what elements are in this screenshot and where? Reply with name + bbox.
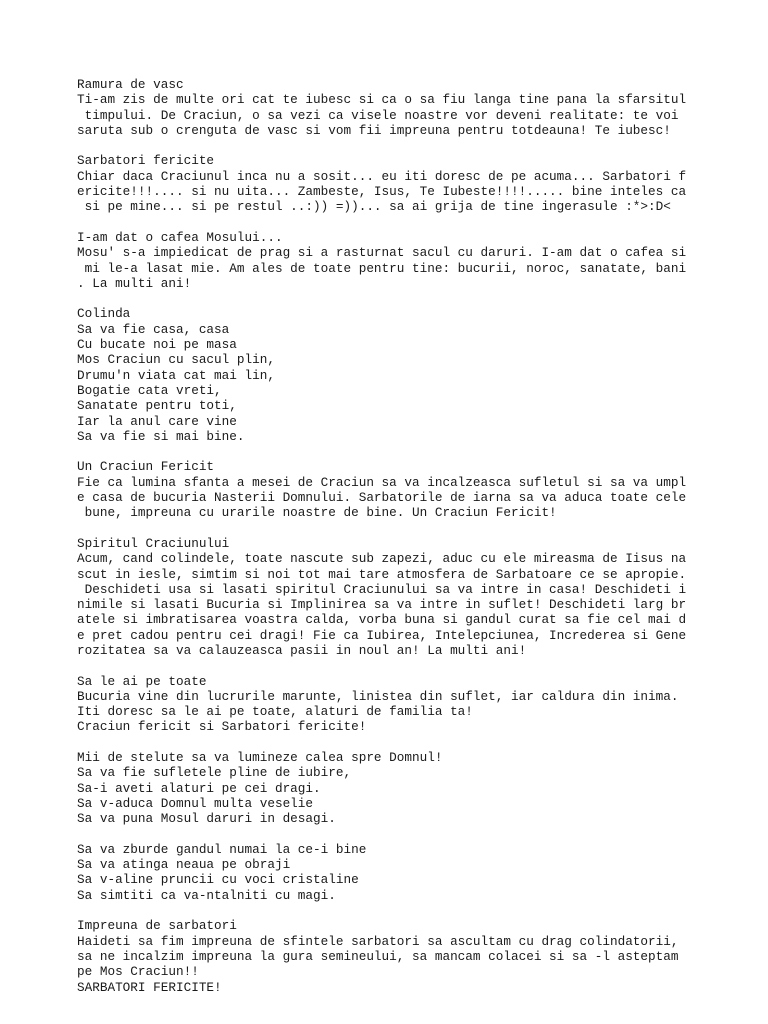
text-line: Ramura de vasc — [77, 77, 184, 92]
blank-line — [77, 827, 757, 842]
text-line: bune, impreuna cu urarile noastre de bine. Un Craciun Fericit! — [77, 505, 557, 521]
text-line: SARBATORI FERICITE! — [77, 979, 222, 995]
text-line: Sa v-aline pruncii cu voci cristaline — [77, 872, 359, 888]
text-line: Sa simtiti ca va-ntalniti cu magi. — [77, 887, 336, 903]
text-line: Iti doresc sa le ai pe toate, alaturi de familia ta! — [77, 704, 473, 720]
text-line: Drumu'n viata cat mai lin, — [77, 367, 275, 383]
text-line: scut in iesle, simtim si noi tot mai tare atmosfera de Sarbatoare ce se apropie. — [77, 566, 687, 582]
blank-line — [77, 658, 757, 673]
text-line: Deschideti usa si lasati spiritul Craciunului sa va intre in casa! Deschideti i — [77, 581, 687, 597]
text-line: timpului. De Craciun, o sa vezi ca visele noastre vor deveni realitate: te voi — [77, 107, 679, 123]
blank-line — [77, 291, 757, 306]
text-line: Sa le ai pe toate — [77, 673, 207, 689]
text-line: saruta sub o crenguta de vasc si vom fii impreuna pentru totdeauna! Te iubesc! — [77, 122, 671, 138]
blank-line — [77, 444, 757, 459]
text-line: Sa va fie casa, casa — [77, 321, 230, 337]
text-line: Sa va fie si mai bine. — [77, 428, 245, 444]
text-line: Haideti sa fim impreuna de sfintele sarbatori sa ascultam cu drag colindatorii, — [77, 933, 679, 949]
text-line: Sa va puna Mosul daruri in desagi. — [77, 811, 336, 827]
text-line: Colinda — [77, 306, 131, 322]
text-line: Un Craciun Fericit — [77, 459, 215, 475]
text-line: Craciun fericit si Sarbatori fericite! — [77, 719, 367, 735]
blank-line — [77, 735, 757, 750]
text-line: atele si imbratisarea voastra calda, vorba buna si gandul curat sa fie cel mai d — [77, 612, 687, 628]
text-line: Mii de stelute sa va lumineze calea spre Domnul! — [77, 750, 443, 766]
blank-line — [77, 521, 757, 536]
text-line: e pret cadou pentru cei dragi! Fie ca Iubirea, Intelepciunea, Increderea si Gene — [77, 627, 687, 643]
text-line: mi le-a lasat mie. Am ales de toate pentru tine: bucurii, noroc, sanatate, bani — [77, 260, 687, 276]
text-line: I-am dat o cafea Mosului... — [77, 229, 283, 245]
blank-line — [77, 138, 757, 153]
text-line: Impreuna de sarbatori — [77, 918, 237, 934]
text-line: nimile si lasati Bucuria si Implinirea sa va intre in suflet! Deschideti larg br — [77, 597, 687, 613]
document-page — [77, 77, 757, 995]
text-line: Mos Craciun cu sacul plin, — [77, 352, 275, 368]
text-line: ericite!!!.... si nu uita... Zambeste, Isus, Te Iubeste!!!!..... bine inteles ca — [77, 184, 687, 200]
text-line: Ti-am zis de multe ori cat te iubesc si ca o sa fiu langa tine pana la sfarsitul — [77, 92, 687, 108]
text-line: e casa de bucuria Nasterii Domnului. Sarbatorile de iarna sa va aduca toate cele — [77, 490, 687, 506]
text-line: si pe mine... si pe restul ..:)) =))... sa ai grija de tine ingerasule :*>:D< — [77, 199, 671, 215]
text-line: Sa va zburde gandul numai la ce-i bine — [77, 841, 367, 857]
text-line: Bucuria vine din lucrurile marunte, linistea din suflet, iar caldura din inima. — [77, 688, 679, 704]
text-line: Sanatate pentru toti, — [77, 398, 237, 414]
text-line: Sarbatori fericite — [77, 153, 215, 169]
text-line: . La multi ani! — [77, 275, 192, 291]
text-line: Sa v-aduca Domnul multa veselie — [77, 795, 314, 811]
text-line: Iar la anul care vine — [77, 413, 237, 429]
text-line: Cu bucate noi pe masa — [77, 337, 237, 353]
blank-line — [77, 215, 757, 230]
text-line: pe Mos Craciun!! — [77, 964, 199, 980]
text-line: sa ne incalzim impreuna la gura semineului, sa mancam colacei si sa -l asteptam — [77, 948, 679, 964]
blank-line — [77, 903, 757, 918]
text-line: Spiritul Craciunului — [77, 535, 230, 551]
text-line: Bogatie cata vreti, — [77, 382, 222, 398]
text-line: Fie ca lumina sfanta a mesei de Craciun sa va incalzeasca sufletul si sa va umpl — [77, 474, 687, 490]
text-line: Sa-i aveti alaturi pe cei dragi. — [77, 780, 321, 796]
text-line: rozitatea sa va calauzeasca pasii in noul an! La multi ani! — [77, 642, 527, 658]
text-line: Sa va atinga neaua pe obraji — [77, 857, 291, 873]
text-line: Mosu' s-a impiedicat de prag si a rasturnat sacul cu daruri. I-am dat o cafea si — [77, 245, 687, 261]
text-line: Chiar daca Craciunul inca nu a sosit... eu iti doresc de pe acuma... Sarbatori f — [77, 168, 687, 184]
text-line: Acum, cand colindele, toate nascute sub zapezi, aduc cu ele mireasma de Iisus na — [77, 551, 687, 567]
text-line: Sa va fie sufletele pline de iubire, — [77, 765, 352, 781]
